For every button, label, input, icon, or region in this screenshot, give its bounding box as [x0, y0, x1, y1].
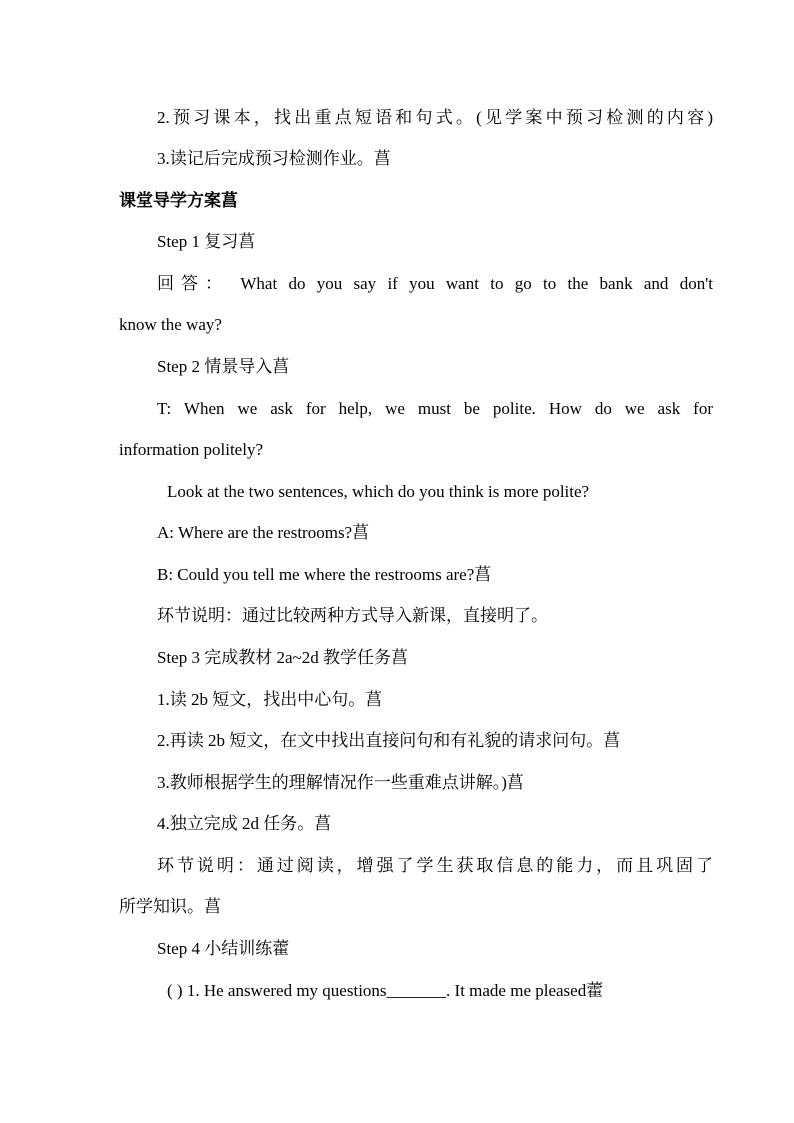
sentence-b: B: Could you tell me where the restrooms are?菖 — [157, 565, 492, 584]
step-1-question-line2: know the way? — [119, 315, 222, 334]
step-2-teacher-line1: T: When we ask for help, we must be polite. How do we ask for — [157, 399, 713, 418]
sentence-a: A: Where are the restrooms?菖 — [157, 523, 370, 542]
preview-item-3: 3.读记后完成预习检测作业。菖 — [157, 149, 391, 168]
step-3-task-4: 4.独立完成 2d 任务。菖 — [157, 814, 332, 833]
step-3-task-2: 2.再读 2b 短文，在文中找出直接问句和有礼貌的请求问句。菖 — [157, 731, 621, 750]
exercise-1: ( ) 1. He answered my questions_______. It made me pleased藿 — [167, 981, 604, 1000]
step-3-note-line2: 所学知识。菖 — [119, 897, 221, 916]
step-3-task-1: 1.读 2b 短文，找出中心句。菖 — [157, 690, 383, 709]
step-1-heading: Step 1 复习菖 — [157, 232, 256, 251]
step-3-note-line1: 环节说明：通过阅读，增强了学生获取信息的能力，而且巩固了 — [157, 856, 713, 875]
preview-item-2: 2.预习课本，找出重点短语和句式。(见学案中预习检测的内容) — [157, 108, 713, 127]
step-2-teacher-line2: information politely? — [119, 440, 263, 459]
step-4-heading: Step 4 小结训练藿 — [157, 939, 290, 958]
step-3-heading: Step 3 完成教材 2a~2d 教学任务菖 — [157, 648, 408, 667]
step-1-question-line1: 回答： What do you say if you want to go to the bank and don't — [157, 274, 713, 293]
step-2-prompt: Look at the two sentences, which do you think is more polite? — [167, 482, 590, 501]
step-2-heading: Step 2 情景导入菖 — [157, 357, 290, 376]
step-3-task-3: 3.教师根据学生的理解情况作一些重难点讲解。)菖 — [157, 773, 524, 792]
step-2-note: 环节说明：通过比较两种方式导入新课，直接明了。 — [157, 606, 548, 625]
section-heading: 课堂导学方案菖 — [119, 191, 238, 210]
